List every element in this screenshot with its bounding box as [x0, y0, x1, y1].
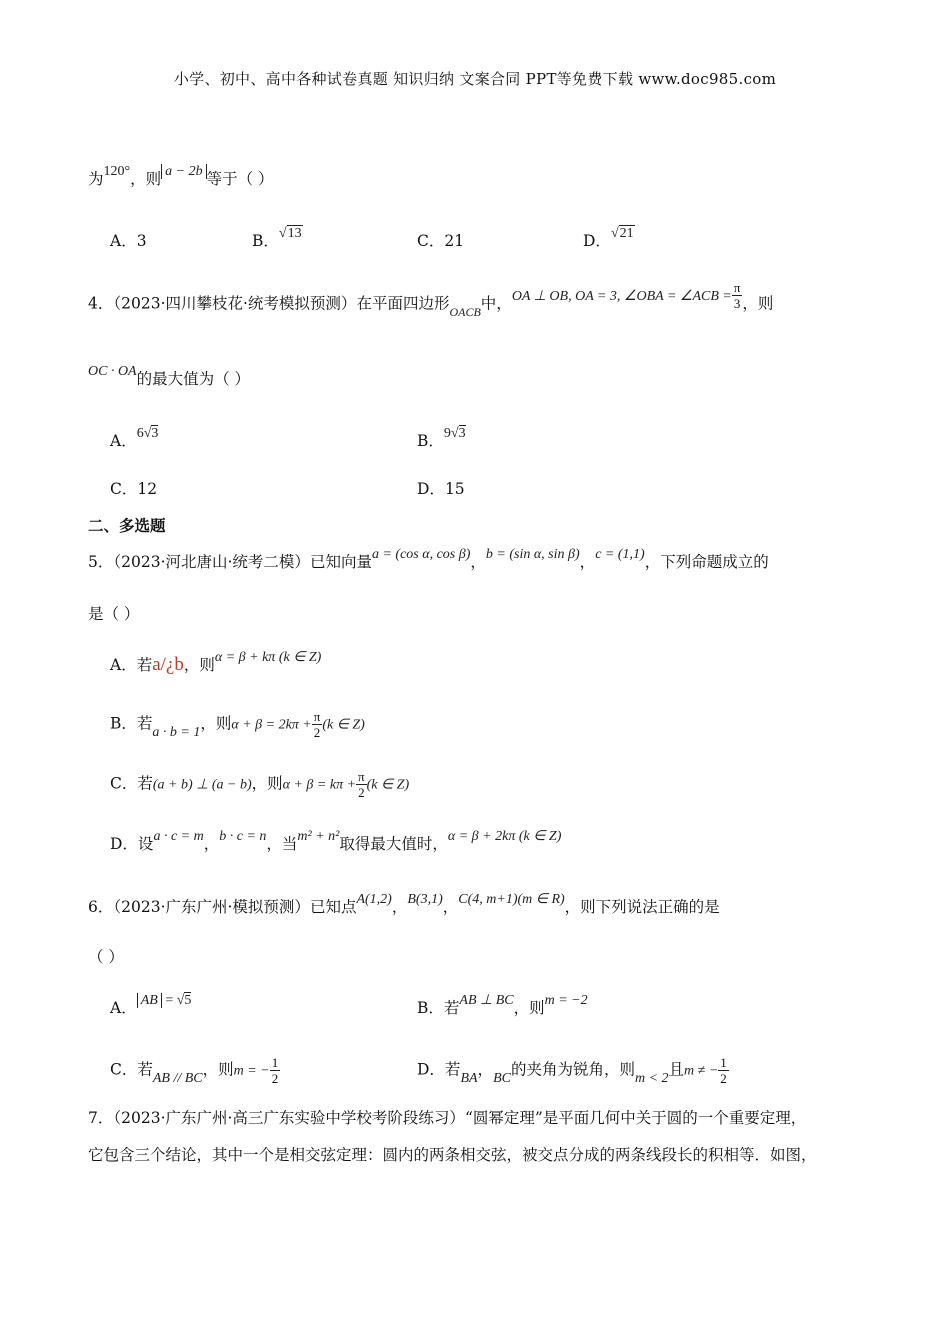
q5-text2: ，下列命题成立的	[644, 553, 769, 571]
q3-option-c-value: 21	[444, 232, 465, 250]
q3-stem	[88, 164, 274, 192]
q3-expr-op: − 2	[172, 164, 196, 179]
q4-option-d	[417, 477, 465, 502]
q5-option-c-frac-num: π	[358, 769, 365, 784]
q5-option-d-sep2: ，当	[266, 835, 298, 853]
q4-text2: 中，	[480, 294, 512, 313]
q4-source: （2023·四川攀枝花·统考模拟预测）	[113, 294, 357, 313]
q4-option-a-value: 6√3	[136, 426, 159, 441]
q6-option-a-abs: AB	[137, 993, 162, 1008]
q6-source: （2023·广东广州·模拟预测）	[113, 898, 310, 916]
q6-option-d-result2: m ≠ −	[684, 1063, 719, 1079]
q5-option-d-label: D．设	[110, 835, 154, 853]
q6-point-b: B(3,1)	[407, 892, 443, 907]
q6-point-c: C(4, m+1)(m ∈ R)	[458, 892, 565, 907]
q3-option-d-sqrt: √21	[610, 226, 634, 241]
q3-option-a	[110, 229, 147, 254]
q6-option-c-frac-den: 2	[271, 1071, 279, 1086]
q3-option-b-label: B．	[252, 232, 279, 250]
q5-text1: 已知向量	[309, 553, 372, 571]
q6-option-c-condition: AB // BC	[152, 1070, 203, 1086]
q6-text1: 已知点	[309, 898, 357, 916]
q5-option-a	[110, 650, 321, 680]
q6-stem	[88, 892, 720, 920]
q6-option-d-sep: ，	[477, 1060, 494, 1079]
q4-option-b-radicand: 3	[458, 426, 466, 441]
q6-option-b-result: m = −2	[544, 993, 588, 1008]
q5-option-a-mid: ，则	[183, 656, 215, 674]
q5-sep2: ，	[579, 553, 596, 571]
q3-option-d	[583, 226, 635, 254]
q6-point-a: A(1,2)	[356, 892, 392, 907]
q4-pi-over-3	[732, 281, 743, 310]
q5-option-b-expression: α + β = 2kπ +	[231, 717, 312, 733]
q6-option-d-result1: m < 2	[634, 1070, 669, 1086]
q5-vector-c: c = (1,1)	[595, 547, 645, 562]
q5-option-c-frac-den: 2	[358, 785, 365, 800]
q5-option-a-condition: a/¿b	[152, 654, 184, 675]
q6-number: 6．	[88, 898, 114, 916]
page-header: 小学、初中、高中各种试卷真题 知识归纳 文案合同 PPT等免费下载 www.doc985.com	[173, 70, 777, 88]
q5-option-c-mid: ，则	[251, 774, 283, 793]
q6-option-d-vec2: BC	[493, 1070, 511, 1086]
q6-sep1: ，	[391, 898, 408, 916]
q6-option-d-mid: 的夹角为锐角，则	[510, 1060, 635, 1079]
q6-option-c-fraction	[270, 1056, 281, 1085]
q6-option-d-vec1: BA	[460, 1070, 478, 1086]
q6-option-d-fraction	[718, 1056, 729, 1085]
q5-option-b-tail: (k ∈ Z)	[322, 717, 365, 733]
q7-number: 7．	[88, 1109, 114, 1127]
q4-option-b-value: 9√3	[443, 426, 466, 441]
q6-option-b-condition: AB ⊥ BC	[459, 993, 514, 1008]
q6-option-d-frac-num: 1	[720, 1055, 727, 1070]
q5-option-d-cond3: m² + n²	[297, 829, 340, 844]
q4-option-d-value: 15	[444, 480, 465, 498]
q3-option-b-radicand: 13	[287, 226, 302, 241]
q5-vector-a: a = (cos α, cos β)	[371, 547, 471, 562]
q6-option-c-label: C．若	[110, 1060, 153, 1079]
q3-expression	[161, 164, 206, 179]
q5-option-b-mid: ，则	[200, 714, 232, 733]
q4-frac-den: 3	[733, 296, 741, 311]
q3-option-a-value: 3	[136, 232, 147, 250]
q6-option-a-sqrt: √5	[176, 993, 192, 1008]
q6-option-d-frac-den: 2	[720, 1071, 727, 1086]
q4-stem-line2	[88, 364, 251, 392]
q5-option-d-cond1: a · c = m	[153, 829, 204, 844]
q6-option-a-radicand: 5	[184, 993, 192, 1008]
q4-text1: 在平面四边形	[356, 294, 450, 313]
q3-option-a-label: A．	[110, 232, 137, 250]
q3-option-d-radicand: 21	[619, 226, 634, 241]
q5-stem-line2: 是（ ）	[88, 605, 140, 623]
q7-text1: “圆幂定理”是平面几何中关于圆的一个重要定理，	[464, 1109, 807, 1127]
q4-option-a-label: A．	[110, 432, 137, 450]
q4-expression: OC · OA	[88, 364, 137, 379]
q6-option-d-and: 且	[668, 1060, 685, 1079]
q5-option-b-label: B．若	[110, 714, 153, 733]
q4-option-b	[417, 426, 466, 454]
q6-option-a	[110, 993, 192, 1021]
q4-option-b-label: B．	[417, 432, 444, 450]
q3-prefix: 为	[88, 170, 104, 188]
q3-option-b-sqrt: √13	[278, 226, 302, 241]
q5-option-d	[110, 829, 562, 857]
q3-option-d-label: D．	[583, 232, 611, 250]
q3-expr-a: a	[165, 164, 173, 179]
q5-vector-b: b = (sin α, sin β)	[485, 547, 580, 562]
q6-option-b-label: B．若	[417, 999, 460, 1017]
q4-option-a-radicand: 3	[151, 426, 159, 441]
q6-option-b-mid: ，则	[513, 999, 545, 1017]
q5-option-b-fraction	[312, 710, 323, 739]
q3-mid: ，则	[130, 170, 162, 188]
q4-condition: OA ⊥ OB, OA = 3, ∠OBA = ∠ACB =	[511, 288, 732, 304]
q5-option-d-cond2: b · c = n	[219, 829, 267, 844]
section-title-multiple-choice: 二、多选题	[88, 517, 166, 535]
q3-option-b	[252, 226, 303, 254]
q4-option-c-label: C．	[110, 480, 138, 498]
q3-angle: 120°	[103, 164, 131, 179]
q5-option-c	[110, 770, 409, 799]
q6-option-c-result: m = −	[233, 1063, 270, 1079]
q6-text2: ，则下列说法正确的是	[564, 898, 720, 916]
q6-option-c	[110, 1056, 280, 1085]
q6-option-a-eq: =	[161, 993, 177, 1008]
q4-option-c	[110, 477, 157, 502]
q4-option-a	[110, 426, 159, 454]
q3-option-c-label: C．	[417, 232, 445, 250]
q6-stem-line2: （ ）	[88, 948, 124, 966]
q4-frac-num: π	[733, 280, 741, 295]
q4-stem	[88, 280, 774, 319]
q5-option-c-condition: (a + b) ⊥ (a − b)	[152, 777, 252, 793]
q4-option-d-label: D．	[417, 480, 445, 498]
q4-option-b-coef: 9	[443, 426, 451, 441]
q5-option-b-frac-num: π	[313, 709, 321, 724]
q6-sep2: ，	[442, 898, 459, 916]
q5-option-b-condition: a · b = 1	[152, 724, 201, 740]
q5-option-c-label: C．若	[110, 774, 153, 793]
q5-option-b-frac-den: 2	[313, 725, 321, 740]
q6-option-a-label: A．	[110, 999, 137, 1017]
q6-option-d	[417, 1056, 729, 1085]
q5-stem	[88, 547, 769, 575]
q5-option-a-expression: α = β + kπ (k ∈ Z)	[214, 650, 322, 665]
q5-source: （2023·河北唐山·统考二模）	[113, 553, 310, 571]
q5-option-d-mid: 取得最大值时，	[339, 835, 448, 853]
q4-text3: ，则	[742, 294, 774, 313]
q3-option-c	[417, 229, 464, 254]
q5-option-d-expression: α = β + 2kπ (k ∈ Z)	[447, 829, 562, 844]
q5-option-c-expression: α + β = kπ +	[282, 777, 357, 793]
q5-number: 5．	[88, 553, 114, 571]
q6-option-b	[417, 993, 588, 1021]
q4-quad: OACB	[449, 304, 481, 319]
q3-expr-b: b	[195, 164, 203, 179]
q7-stem	[88, 1106, 806, 1131]
q7-source: （2023·广东广州·高三广东实验中学校考阶段练习）	[113, 1109, 465, 1127]
q5-option-a-label: A．若	[110, 656, 153, 674]
q7-stem-line2: 它包含三个结论，其中一个是相交弦定理：圆内的两条相交弦，被交点分成的两条线段长的积相等．如图，	[88, 1146, 817, 1164]
q4-text4: 的最大值为（ ）	[136, 370, 251, 388]
q4-option-c-value: 12	[137, 480, 158, 498]
q5-option-c-tail: (k ∈ Z)	[366, 777, 410, 793]
q6-option-d-label: D．若	[417, 1060, 461, 1079]
q3-suffix: 等于（ ）	[206, 170, 274, 188]
q4-number: 4．	[88, 294, 114, 313]
q4-option-a-coef: 6	[136, 426, 144, 441]
q5-sep1: ，	[470, 553, 486, 571]
q6-option-c-frac-num: 1	[271, 1055, 279, 1070]
q6-option-c-mid: ，则	[202, 1060, 234, 1079]
q5-option-c-fraction	[356, 770, 367, 799]
q5-option-d-sep1: ，	[203, 835, 220, 853]
q5-option-b	[110, 710, 365, 739]
